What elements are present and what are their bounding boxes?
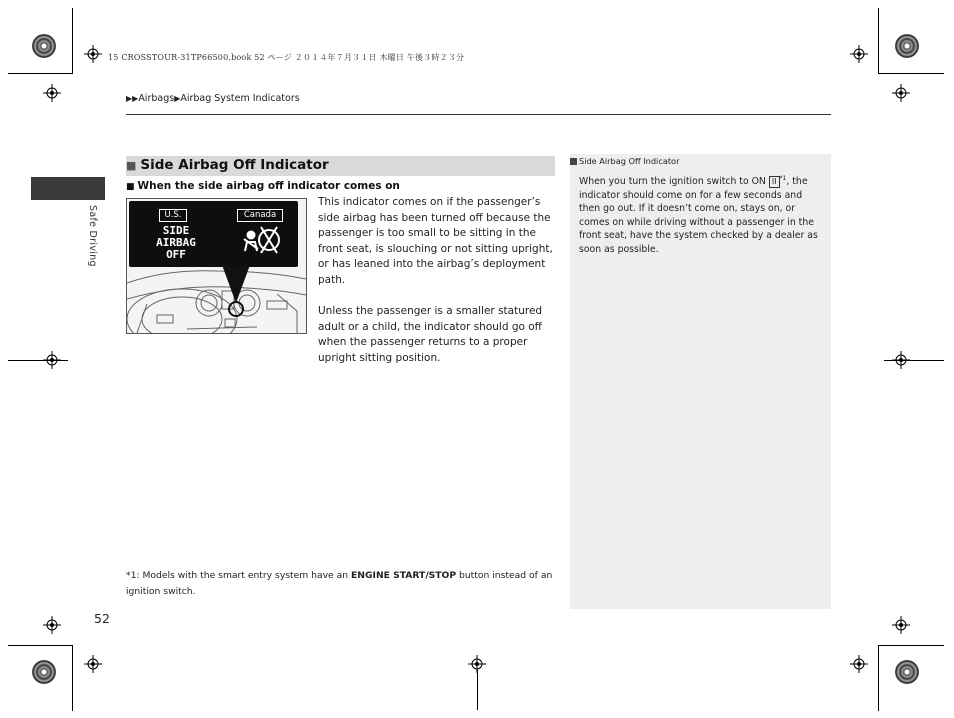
crosshair-icon bbox=[84, 655, 102, 673]
square-bullet-icon: ■ bbox=[126, 159, 137, 172]
chapter-label: Safe Driving bbox=[87, 205, 98, 267]
note-icon bbox=[570, 158, 577, 165]
label-canada: Canada bbox=[237, 209, 283, 222]
footnote-bold-text: ENGINE START/STOP bbox=[351, 570, 457, 581]
crosshair-icon bbox=[84, 45, 102, 63]
registration-rosette-icon bbox=[32, 34, 56, 58]
crosshair-icon bbox=[43, 84, 61, 102]
breadcrumb-item-airbags[interactable]: Airbags bbox=[138, 93, 175, 104]
breadcrumb-arrow-icon: ▶ bbox=[174, 94, 181, 103]
breadcrumb-item-indicators[interactable]: Airbag System Indicators bbox=[180, 93, 300, 104]
footnote bbox=[126, 568, 554, 599]
breadcrumb-arrow-icon: ▶▶ bbox=[126, 94, 139, 103]
side-airbag-off-lamp bbox=[155, 225, 197, 261]
label-us: U.S. bbox=[159, 209, 187, 222]
chapter-tab bbox=[31, 177, 105, 200]
lamp-text-line: AIRBAG bbox=[156, 236, 196, 249]
page-number: 52 bbox=[94, 611, 110, 626]
header-rule bbox=[126, 114, 831, 115]
sidebar-note-text bbox=[579, 172, 823, 257]
body-text bbox=[318, 195, 556, 382]
dashboard-illustration bbox=[126, 198, 307, 334]
ignition-position-key: II bbox=[769, 176, 780, 188]
footnote-text: button instead of an ignition switch. bbox=[126, 570, 553, 597]
subheading-text: When the side airbag off indicator comes on bbox=[137, 180, 400, 192]
body-paragraph: Unless the passenger is a smaller statured adult or a child, the indicator should go off when the passenger returns to a proper upright sitting position. bbox=[318, 305, 543, 364]
lamp-text-line: SIDE bbox=[162, 224, 190, 237]
breadcrumb bbox=[126, 93, 300, 104]
crosshair-icon bbox=[850, 45, 868, 63]
print-filename-header: 15 CROSSTOUR-31TP66500.book 52 ページ ２０１４年７月３１日 木曜日 午後３時２３分 bbox=[108, 53, 465, 62]
crosshair-icon bbox=[43, 616, 61, 634]
sidebar-text: When you turn the ignition switch to ON bbox=[579, 176, 769, 188]
section-title-text: Side Airbag Off Indicator bbox=[140, 157, 329, 173]
crosshair-icon bbox=[850, 655, 868, 673]
registration-rosette-icon bbox=[895, 34, 919, 58]
sidebar-title-text: Side Airbag Off Indicator bbox=[579, 156, 680, 166]
subheading bbox=[126, 180, 400, 192]
registration-rosette-icon bbox=[32, 660, 56, 684]
crosshair-icon bbox=[892, 616, 910, 634]
footnote-ref[interactable]: *1 bbox=[779, 175, 787, 182]
lamp-text-line: OFF bbox=[166, 248, 186, 261]
square-bullet-icon: ■ bbox=[126, 182, 135, 192]
body-paragraph: This indicator comes on if the passenger’s side airbag has been turned off because the passenger is too small to be sitting in the front seat, is slouching or not sitting upright, or has leaned into the airbag’s deployment path. bbox=[318, 196, 553, 286]
footnote-text: *1: Models with the smart entry system have an bbox=[126, 570, 352, 581]
registration-rosette-icon bbox=[895, 660, 919, 684]
sidebar-text: , the indicator should come on for a few seconds and then go out. If it doesn’t come on, stays on, or comes on while driving without a passenger in the front seat, have the system checked by a dealer as soon as possible. bbox=[579, 176, 818, 256]
section-title bbox=[126, 157, 329, 173]
crosshair-icon bbox=[892, 84, 910, 102]
sidebar-note-title bbox=[570, 156, 679, 166]
